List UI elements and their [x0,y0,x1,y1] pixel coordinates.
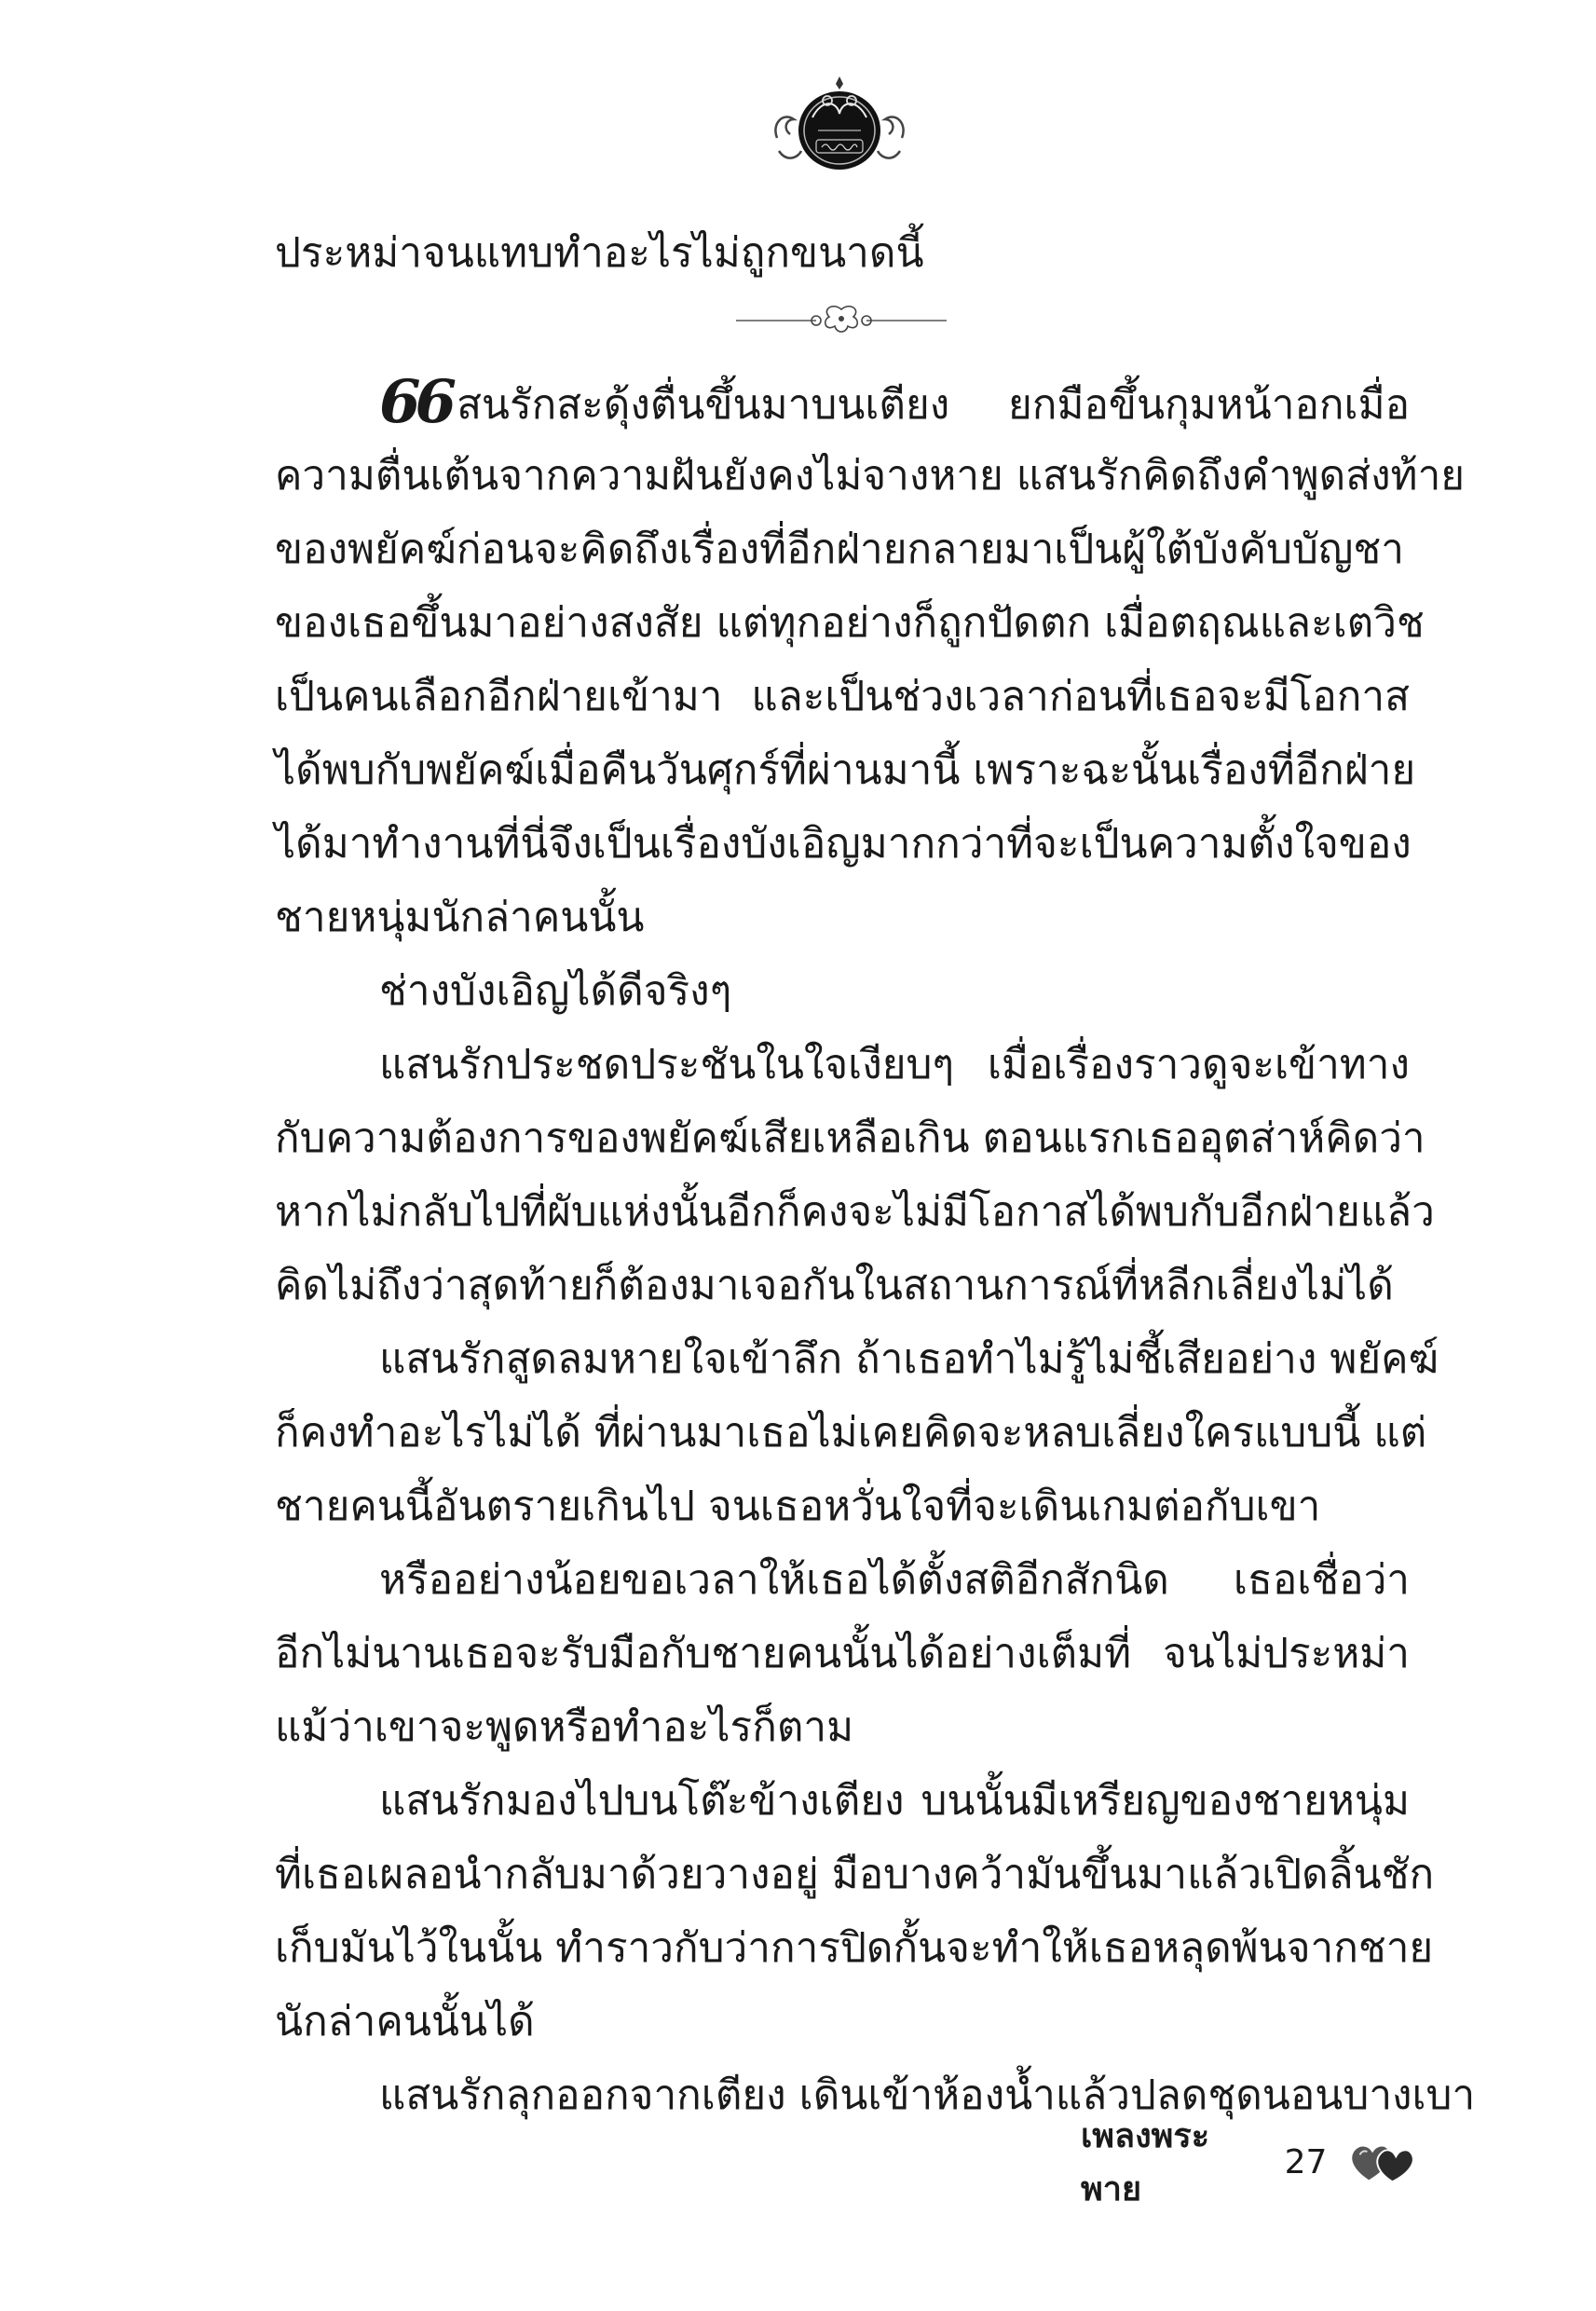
text-line: นักล่าคนนั้นได้ [275,1998,535,2045]
text-line: เป็นคนเลือกอีกฝ่ายเข้ามา และเป็นช่วงเวลาก่อนที่เธอจะมีโอกาส [275,673,1410,720]
text-line: หากไม่กลับไปที่ผับแห่งนั้นอีกก็คงจะไม่มีโอกาสได้พบกับอีกฝ่ายแล้ว [275,1188,1435,1236]
text-line: ของพยัคฆ์ก่อนจะคิดถึงเรื่องที่อีกฝ่ายกลายมาเป็นผู้ใต้บังคับบัญชา [275,526,1404,573]
text-line: คิดไม่ถึงว่าสุดท้ายก็ต้องมาเจอกันในสถานการณ์ที่หลีกเลี่ยงไม่ได้ [275,1262,1394,1309]
text-line: หรืออย่างน้อยขอเวลาให้เธอได้ตั้งสติอีกสักนิด เธอเชื่อว่า [379,1556,1410,1604]
book-title: เพลงพระพาย [1081,2117,1210,2208]
text-line: ชายหนุ่มนักล่าคนนั้น [275,894,645,941]
text-line: แสนรักสูดลมหายใจเข้าลึก ถ้าเธอทำไม่รู้ไม่ชี้เสียอย่าง พยัคฆ์ [379,1335,1439,1383]
text-line: ความตื่นเต้นจากความฝันยังคงไม่จางหาย แสนรักคิดถึงคำพูดส่งท้าย [275,452,1466,499]
text-line: แม้ว่าเขาจะพูดหรือทำอะไรก็ตาม [275,1703,854,1751]
text-line: 66 สนรักสะดุ้งตื่นขึ้นมาบนเตียง ยกมือขึ้นกุมหน้าอกเมื่อ [379,367,1410,437]
text-line: แสนรักประชดประชันในใจเงียบๆ เมื่อเรื่องราวดูจะเข้าทาง [379,1041,1410,1088]
text-line: กับความต้องการของพยัคฆ์เสียเหลือเกิน ตอนแรกเธออุตส่าห์คิดว่า [275,1114,1425,1162]
text-line: ชายคนนี้อันตรายเกินไป จนเธอหวั่นใจที่จะเดินเกมต่อกับเขา [275,1483,1321,1530]
body-text [275,365,1476,2132]
text-line: ที่เธอเผลอนำกลับมาด้วยวางอยู่ มือบางคว้ามันขึ้นมาแล้วเปิดลิ้นชัก [275,1851,1435,1898]
carryover-line: ประหม่าจนแทบทำอะไรไม่ถูกขนาดนี้ [275,229,924,277]
text-line: เก็บมันไว้ในนั้น ทำราวกับว่าการปิดกั้นจะทำให้เธอหลุดพ้นจากชาย [275,1924,1434,1972]
double-heart-icon [1347,2138,1416,2186]
text-line: ของเธอขึ้นมาอย่างสงสัย แต่ทุกอย่างก็ถูกปัดตก เมื่อตฤณและเตวิช [275,599,1425,647]
flourish-divider-icon [736,300,947,341]
header-emblem-icon [770,73,909,175]
text-line: ช่างบังเอิญได้ดีจริงๆ [379,967,732,1015]
text-line: แสนรักมองไปบนโต๊ะข้างเตียง บนนั้นมีเหรียญของชายหนุ่ม [379,1777,1410,1825]
text-line: ได้พบกับพยัคฆ์เมื่อคืนวันศุกร์ที่ผ่านมานี้ เพราะฉะนั้นเรื่องที่อีกฝ่าย [275,746,1416,794]
text-line: แสนรักลุกออกจากเตียง เดินเข้าห้องน้ำแล้วปลดชุดนอนบางเบา [379,2072,1476,2119]
page-footer [1081,2117,1416,2208]
opening-quote-mark: 66 [379,367,452,437]
text-line: ได้มาทำงานที่นี่จึงเป็นเรื่องบังเอิญมากกว่าที่จะเป็นความตั้งใจของ [275,820,1412,868]
page-number: 27 [1284,2142,1328,2181]
text-line: ก็คงทำอะไรไม่ได้ ที่ผ่านมาเธอไม่เคยคิดจะหลบเลี่ยงใครแบบนี้ แต่ [275,1409,1427,1456]
text-line: อีกไม่นานเธอจะรับมือกับชายคนนั้นได้อย่างเต็มที่ จนไม่ประหม่า [275,1630,1410,1677]
